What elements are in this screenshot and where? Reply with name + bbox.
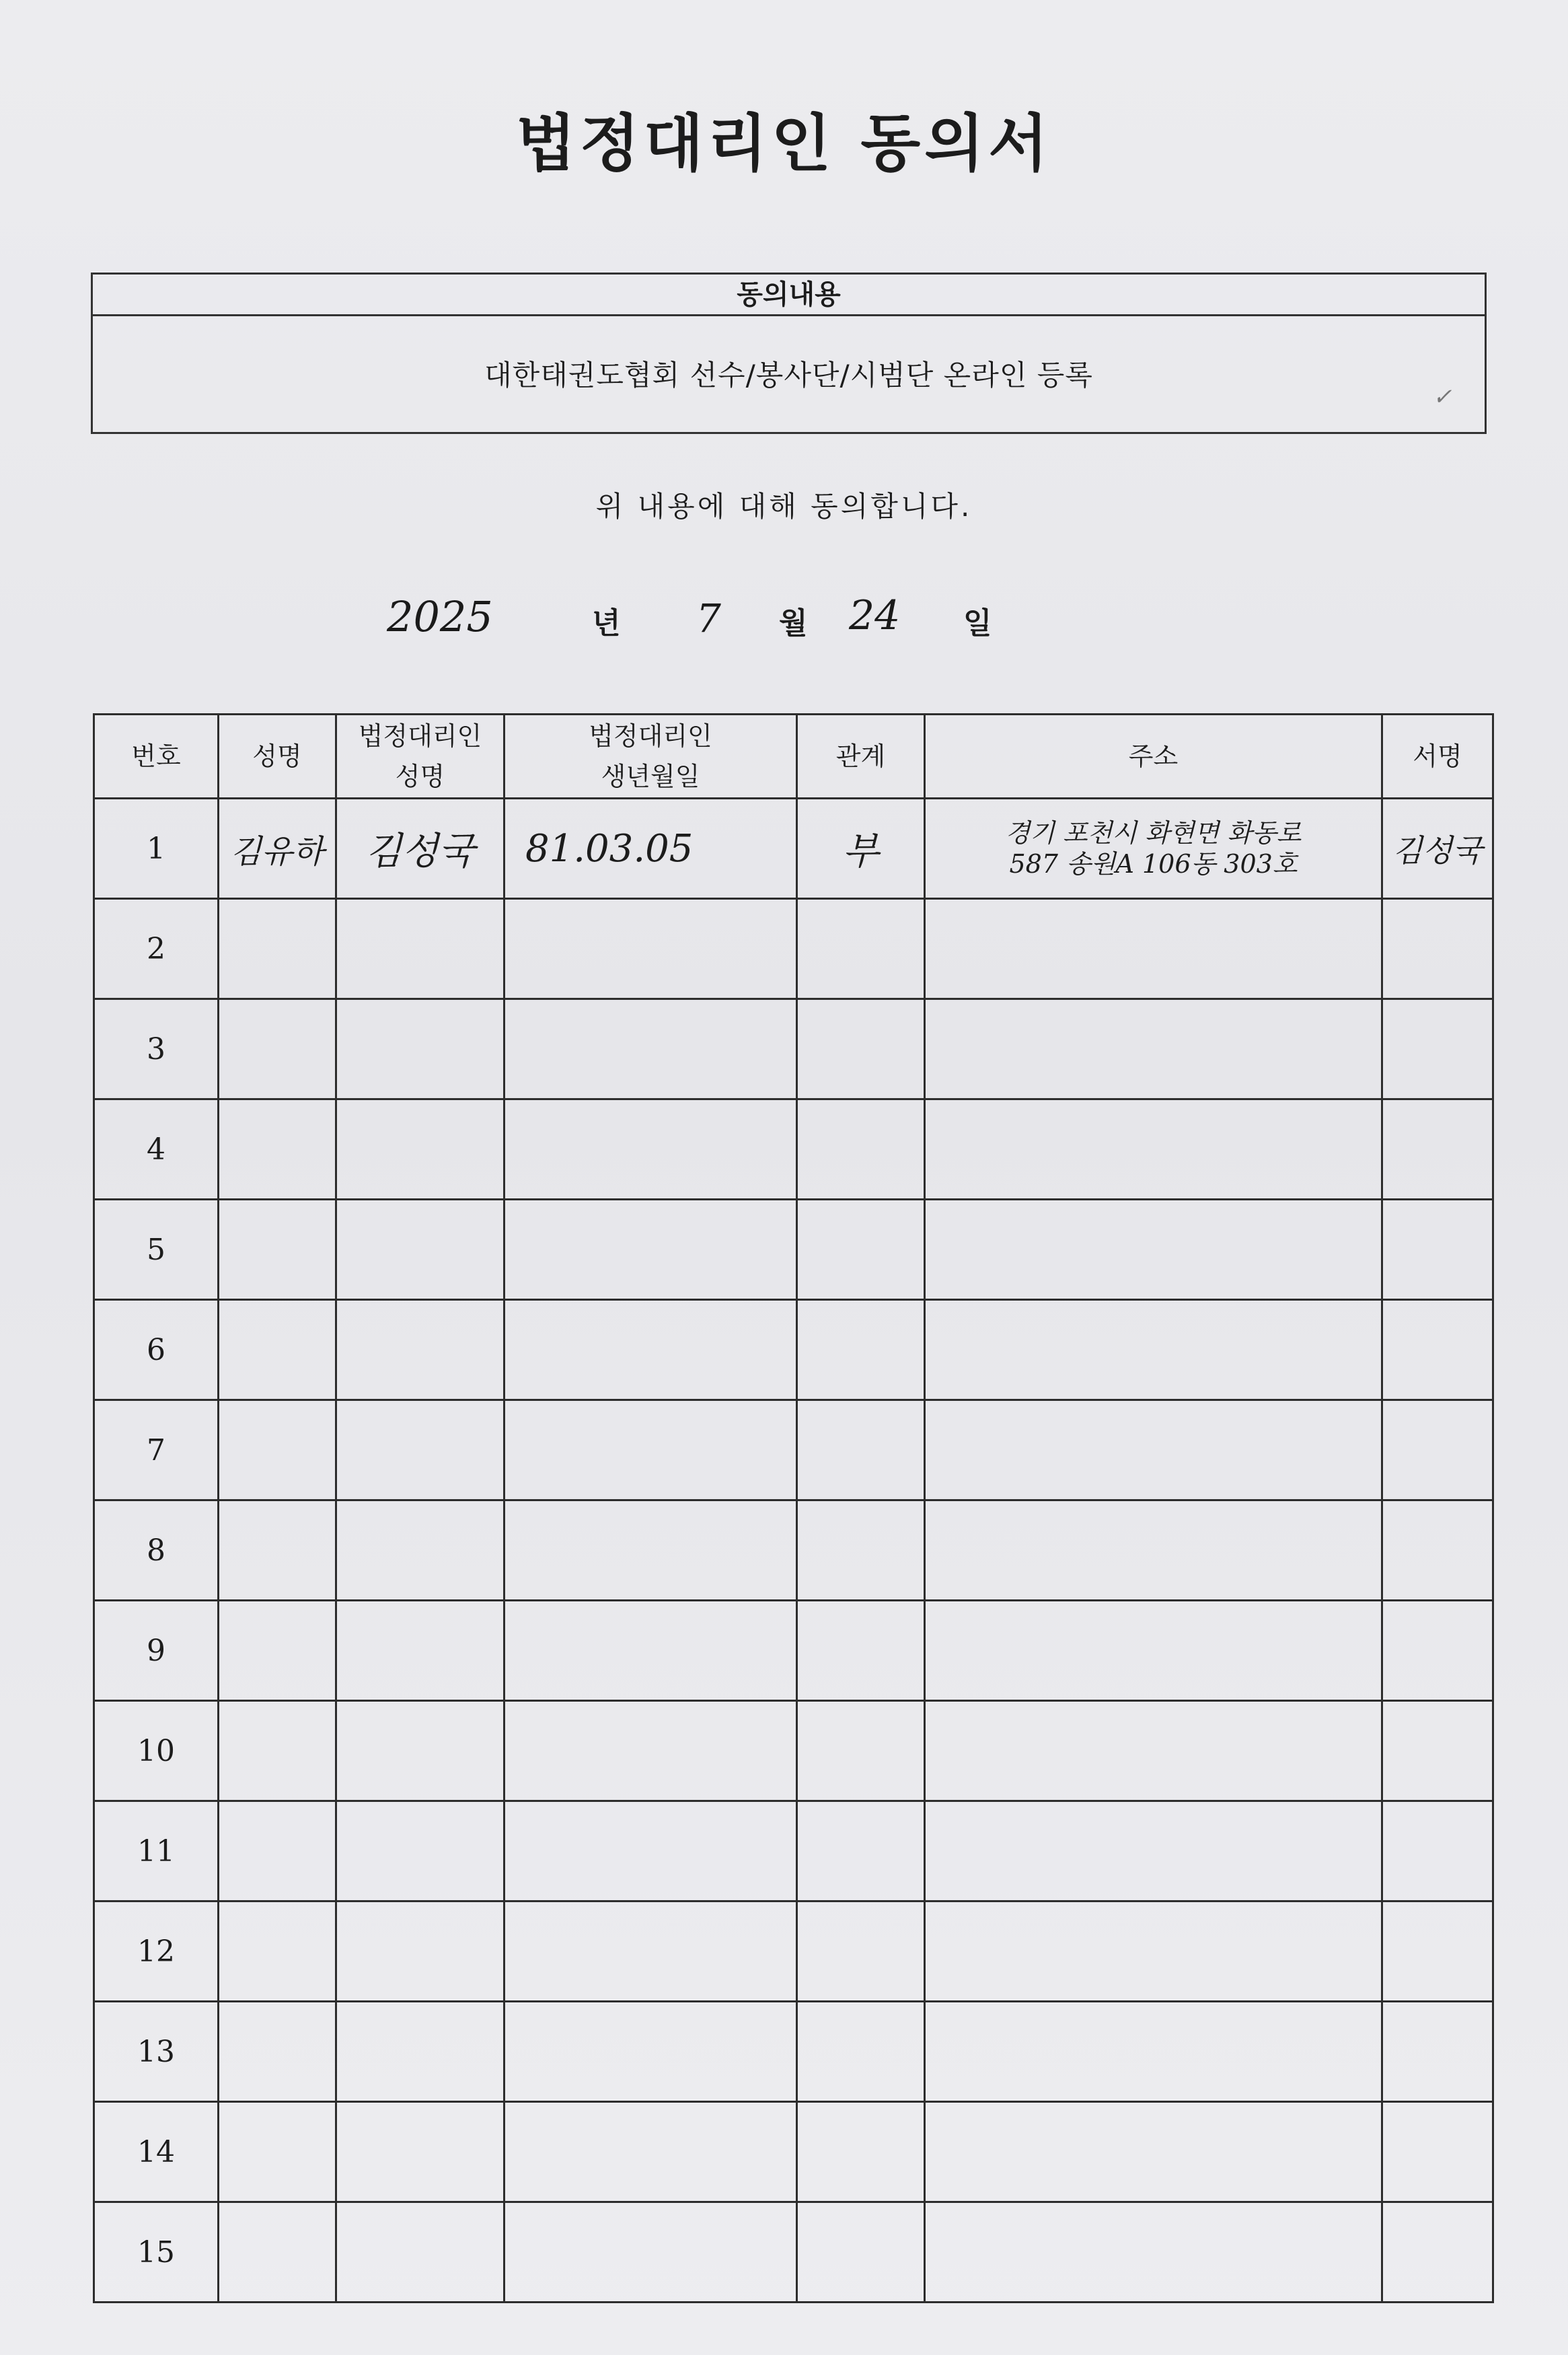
relation-cell [797, 1801, 925, 1901]
relation-cell [797, 1701, 925, 1801]
date-month-handwritten: 7 [696, 595, 721, 641]
header-guardian-birth-line1: 법정대리인 [589, 721, 712, 751]
student-name-cell [219, 1200, 336, 1300]
agree-statement: 위 내용에 대해 동의합니다. [595, 490, 973, 523]
guardian-birth-cell [505, 2202, 797, 2303]
signature-cell [1382, 1801, 1493, 1901]
row-number: 10 [94, 1701, 219, 1801]
relation-cell [797, 1500, 925, 1601]
header-guardian-birth [505, 715, 797, 799]
address-line2: 587 송원A 106동 303호 [1009, 849, 1298, 879]
row-number: 13 [94, 2002, 219, 2102]
date-year-label: 년 [592, 606, 621, 641]
student-name-cell [219, 1801, 336, 1901]
signature-handwritten: 김성국 [1382, 799, 1493, 899]
relation-handwritten: 부 [797, 799, 925, 899]
relation-cell [797, 2102, 925, 2202]
signature-cell [1382, 2102, 1493, 2202]
guardian-birth-cell [505, 1701, 797, 1801]
relation-cell [797, 1099, 925, 1200]
guardian-birth-handwritten: 81.03.05 [505, 799, 797, 899]
row-number: 6 [94, 1300, 219, 1400]
relation-cell [797, 2002, 925, 2102]
signature-cell [1382, 1400, 1493, 1500]
address-cell [925, 1801, 1382, 1901]
date-line [0, 592, 1568, 646]
student-name-cell [219, 2002, 336, 2102]
guardian-name-cell [336, 1099, 505, 1200]
address-cell [925, 899, 1382, 999]
header-guardian-name-line1: 법정대리인 [358, 721, 482, 751]
row-number: 4 [94, 1099, 219, 1200]
guardian-name-cell [336, 2102, 505, 2202]
guardian-birth-cell [505, 1200, 797, 1300]
guardian-name-handwritten: 김성국 [336, 799, 505, 899]
table-row [94, 1200, 1493, 1300]
guardian-birth-cell [505, 1500, 797, 1601]
table-row [94, 899, 1493, 999]
row-number: 8 [94, 1500, 219, 1601]
guardian-name-cell [336, 1500, 505, 1601]
row-number: 2 [94, 899, 219, 999]
guardian-birth-cell [505, 1601, 797, 1701]
row-number: 12 [94, 1901, 219, 2002]
signature-cell [1382, 2002, 1493, 2102]
student-name-cell [219, 1500, 336, 1601]
guardian-name-cell [336, 1801, 505, 1901]
signature-cell [1382, 1200, 1493, 1300]
consent-header: 동의내용 [93, 275, 1485, 316]
relation-cell [797, 1400, 925, 1500]
guardian-birth-cell [505, 1099, 797, 1200]
guardian-birth-cell [505, 1300, 797, 1400]
address-cell [925, 1300, 1382, 1400]
header-relation: 관계 [797, 715, 925, 799]
row-number: 5 [94, 1200, 219, 1300]
relation-cell [797, 1300, 925, 1400]
guardian-name-cell [336, 1701, 505, 1801]
guardian-name-cell [336, 1200, 505, 1300]
guardian-name-cell [336, 1300, 505, 1400]
student-name-cell [219, 2102, 336, 2202]
signature-cell [1382, 1601, 1493, 1701]
row-number: 1 [94, 799, 219, 899]
header-number: 번호 [94, 715, 219, 799]
student-name-cell [219, 1601, 336, 1701]
table-row [94, 1099, 1493, 1200]
student-name-cell [219, 1701, 336, 1801]
guardian-birth-cell [505, 2102, 797, 2202]
student-name-cell [219, 1300, 336, 1400]
guardian-birth-cell [505, 899, 797, 999]
table-row [94, 2102, 1493, 2202]
guardian-birth-cell [505, 1901, 797, 2002]
table-row [94, 1300, 1493, 1400]
address-line1: 경기 포천시 화현면 화동로 [1005, 818, 1302, 848]
guardian-table [93, 713, 1494, 2303]
table-row [94, 999, 1493, 1099]
guardian-name-cell [336, 2202, 505, 2303]
guardian-name-cell [336, 899, 505, 999]
address-cell [925, 999, 1382, 1099]
guardian-name-cell [336, 1901, 505, 2002]
guardian-name-cell [336, 2002, 505, 2102]
address-cell [925, 2102, 1382, 2202]
date-day-label: 일 [963, 606, 992, 641]
table-row [94, 2202, 1493, 2303]
header-signature: 서명 [1382, 715, 1493, 799]
signature-cell [1382, 1901, 1493, 2002]
consent-text: 대한태권도협회 선수/봉사단/시범단 온라인 등록 [484, 359, 1093, 392]
signature-cell [1382, 999, 1493, 1099]
header-address: 주소 [925, 715, 1382, 799]
date-month-label: 월 [779, 606, 808, 641]
table-row [94, 1500, 1493, 1601]
header-guardian-name-line2: 성명 [395, 762, 445, 791]
row-number: 14 [94, 2102, 219, 2202]
row-number: 11 [94, 1801, 219, 1901]
relation-cell [797, 1200, 925, 1300]
document-title: 법정대리인 동의서 [515, 108, 1052, 180]
consent-box [91, 273, 1487, 434]
table-header-row [94, 715, 1493, 799]
address-cell [925, 1601, 1382, 1701]
check-mark: ✓ [1433, 384, 1452, 410]
guardian-birth-cell [505, 2002, 797, 2102]
address-cell [925, 1400, 1382, 1500]
relation-cell [797, 999, 925, 1099]
relation-cell [797, 899, 925, 999]
table-row [94, 1801, 1493, 1901]
student-name-cell [219, 999, 336, 1099]
address-cell [925, 1200, 1382, 1300]
relation-cell [797, 2202, 925, 2303]
address-cell [925, 1701, 1382, 1801]
address-cell [925, 1500, 1382, 1601]
row-number: 7 [94, 1400, 219, 1500]
student-name-cell [219, 1099, 336, 1200]
signature-cell [1382, 1701, 1493, 1801]
signature-cell [1382, 899, 1493, 999]
address-cell [925, 1099, 1382, 1200]
student-name-cell [219, 1901, 336, 2002]
table-row [94, 1701, 1493, 1801]
address-handwritten [925, 799, 1382, 899]
signature-cell [1382, 1300, 1493, 1400]
table-row [94, 1400, 1493, 1500]
header-guardian-name [336, 715, 505, 799]
student-name-cell [219, 899, 336, 999]
guardian-name-cell [336, 1601, 505, 1701]
table-row [94, 2002, 1493, 2102]
student-name-cell [219, 2202, 336, 2303]
table-row [94, 1901, 1493, 2002]
header-name: 성명 [219, 715, 336, 799]
relation-cell [797, 1901, 925, 2002]
table-row [94, 799, 1493, 899]
signature-cell [1382, 2202, 1493, 2303]
header-guardian-birth-line2: 생년월일 [601, 762, 700, 791]
table-row [94, 1601, 1493, 1701]
address-cell [925, 2202, 1382, 2303]
guardian-birth-cell [505, 1801, 797, 1901]
address-cell [925, 1901, 1382, 2002]
date-day-handwritten: 24 [849, 592, 901, 639]
address-cell [925, 2002, 1382, 2102]
guardian-name-cell [336, 1400, 505, 1500]
row-number: 9 [94, 1601, 219, 1701]
student-name-handwritten: 김유하 [219, 799, 336, 899]
guardian-birth-cell [505, 1400, 797, 1500]
date-year-handwritten: 2025 [387, 592, 493, 641]
row-number: 15 [94, 2202, 219, 2303]
signature-cell [1382, 1500, 1493, 1601]
relation-cell [797, 1601, 925, 1701]
guardian-name-cell [336, 999, 505, 1099]
student-name-cell [219, 1400, 336, 1500]
signature-cell [1382, 1099, 1493, 1200]
guardian-birth-cell [505, 999, 797, 1099]
row-number: 3 [94, 999, 219, 1099]
